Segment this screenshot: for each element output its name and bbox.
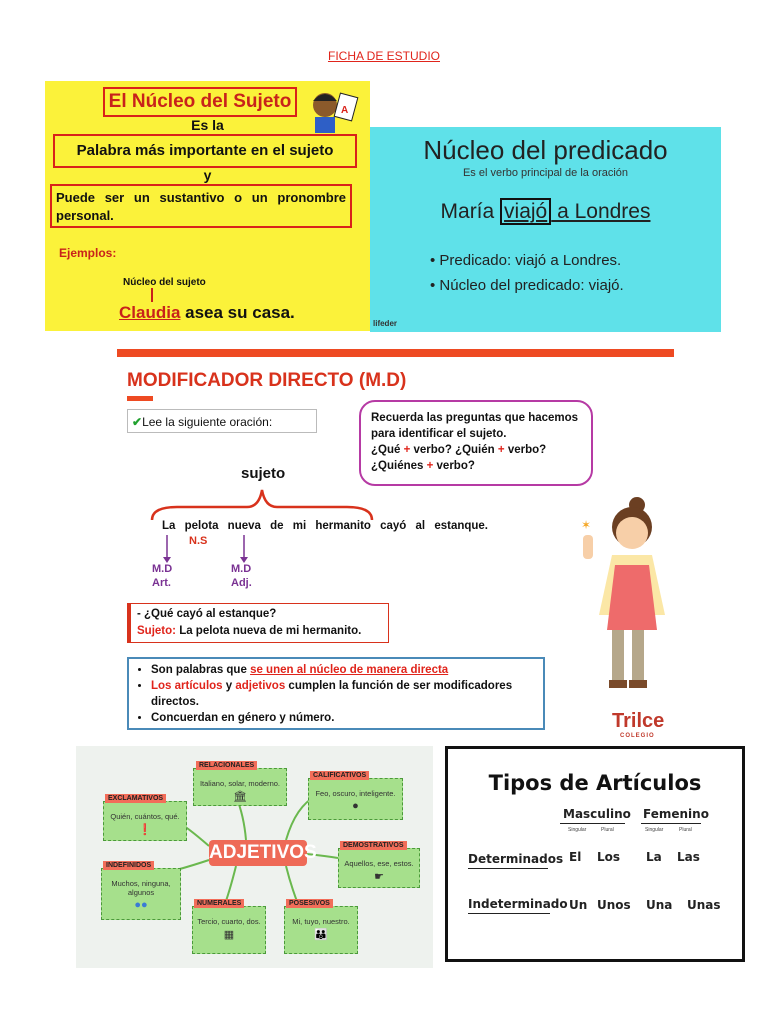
card-posesivos xyxy=(284,906,358,954)
divider xyxy=(641,823,701,824)
center-node: ADJETIVOS xyxy=(209,840,307,866)
example-sentence xyxy=(119,303,295,323)
check-icon: ✔ xyxy=(132,415,143,429)
card-numerales xyxy=(192,906,266,954)
card-text: Tercio, cuarto, dos. xyxy=(197,917,261,926)
cell: Un xyxy=(569,898,588,912)
answer-text: La pelota nueva de mi hermanito. xyxy=(179,625,362,637)
verbo: verbo? xyxy=(413,444,452,456)
tag-calificativos: CALIFICATIVOS xyxy=(310,771,369,780)
pointing-hand-icon: ☛ xyxy=(374,871,384,883)
people-icon: 👪 xyxy=(314,929,328,941)
md-adjective xyxy=(231,562,252,590)
point-text: y xyxy=(222,680,236,692)
examples-label: Ejemplos: xyxy=(59,246,117,260)
svg-text:✶: ✶ xyxy=(581,518,592,532)
question-text: ¿Qué cayó al estanque? xyxy=(144,608,277,620)
subject-brace xyxy=(147,485,377,525)
sentence-end: a Londres xyxy=(551,200,651,223)
md-article xyxy=(152,562,172,590)
sub-plural: Plural xyxy=(679,827,692,833)
cell: El xyxy=(569,850,582,864)
divider xyxy=(468,868,548,869)
sentence-verb: viajó xyxy=(500,198,551,225)
card-text: Italiano, solar, moderno. xyxy=(199,779,281,788)
cell: La xyxy=(646,850,662,864)
tag-exclamativos: EXCLAMATIVOS xyxy=(105,794,166,803)
panel-subtitle: Es el verbo principal de la oración xyxy=(462,167,629,179)
modificador-directo-panel xyxy=(117,345,674,745)
exclamation-icon: ❗ xyxy=(138,824,152,836)
card-text: Muchos, ninguna, algunos xyxy=(111,879,171,897)
list-item xyxy=(151,678,535,710)
balls-icon: ●● xyxy=(134,899,148,911)
title-underline xyxy=(127,396,153,401)
cell: Los xyxy=(597,850,621,864)
card-demostrativos xyxy=(338,848,420,888)
bulb-icon: ● xyxy=(352,800,359,812)
card-exclamativos xyxy=(103,801,187,841)
bullet-predicado: • Predicado: viajó a Londres. xyxy=(430,252,622,269)
cell: Unos xyxy=(597,898,631,912)
trilce-logo-sub: COLEGIO xyxy=(620,733,655,739)
card-text: Feo, oscuro, inteligente. xyxy=(315,789,396,798)
q-quienes: ¿Quiénes xyxy=(371,460,424,472)
sentence-start: María xyxy=(440,200,501,223)
ns-label: N.S xyxy=(189,535,208,547)
bullet-nucleo: • Núcleo del predicado: viajó. xyxy=(430,277,624,294)
divider xyxy=(560,823,625,824)
plus-sign: + xyxy=(403,444,411,456)
tag-demostrativos: DEMOSTRATIVOS xyxy=(340,841,407,850)
lifeder-logo: lifeder xyxy=(373,319,398,328)
svg-text:A: A xyxy=(341,105,349,116)
md-label: M.D xyxy=(152,563,173,575)
cell: Las xyxy=(677,850,700,864)
row-indeterminado-label: Indeterminado xyxy=(468,897,568,911)
trilce-logo: Trilce xyxy=(612,710,665,732)
card-relacionales xyxy=(193,768,287,806)
cell: Una xyxy=(646,898,673,912)
card-text: Aquellos, ese, estos. xyxy=(344,859,414,868)
sub-singular: Singular xyxy=(645,827,664,833)
connector-y: y xyxy=(203,167,212,183)
nucleus-pointer xyxy=(147,288,157,303)
blocks-icon: ▦ xyxy=(223,929,235,941)
bubble-questions xyxy=(371,442,581,458)
tag-relacionales: RELACIONALES xyxy=(196,761,257,770)
md-type: Adj. xyxy=(231,577,252,589)
point-highlight: Los artículos xyxy=(151,680,223,692)
panel-title: El Núcleo del Sujeto xyxy=(103,87,297,117)
tipos-articulos-panel xyxy=(445,746,745,962)
tag-posesivos: POSESIVOS xyxy=(286,899,333,908)
md-label: M.D xyxy=(231,563,252,575)
adjetivos-mindmap xyxy=(76,746,433,968)
key-points-list xyxy=(127,657,545,730)
description-box: Puede ser un sustantivo o un pronombre personal. xyxy=(50,184,352,228)
bubble-line: Recuerda las preguntas que hacemos xyxy=(371,412,579,424)
card-text: Quién, cuántos, qué. xyxy=(110,812,180,821)
card-indefinidos xyxy=(101,868,181,920)
panel-title: MODIFICADOR DIRECTO (M.D) xyxy=(127,370,407,391)
header-bar xyxy=(117,349,674,357)
instruction-text: Lee la siguiente oración: xyxy=(142,415,273,429)
q-quien: ¿Quién xyxy=(455,444,495,456)
plus-sign: + xyxy=(426,460,434,472)
md-type: Art. xyxy=(152,577,171,589)
sub-singular: Singular xyxy=(568,827,587,833)
bubble-line: para identificar el sujeto. xyxy=(371,428,507,440)
plus-sign: + xyxy=(497,444,505,456)
flag-icon: 🏛 xyxy=(233,791,247,803)
md-arrows xyxy=(152,535,272,563)
divider xyxy=(468,913,550,914)
header-masculino: Masculino xyxy=(563,807,631,821)
list-item: • Concuerdan en género y número. xyxy=(151,710,535,726)
verbo: verbo? xyxy=(507,444,547,456)
point-highlight: se unen al núcleo de manera directa xyxy=(250,664,449,676)
verbo: verbo? xyxy=(436,460,475,472)
answer-label: Sujeto: xyxy=(137,625,176,637)
example-rest: asea su casa. xyxy=(180,303,295,322)
bubble-questions xyxy=(371,458,581,474)
tag-numerales: NUMERALES xyxy=(194,899,244,908)
definition-box: Palabra más importante en el sujeto xyxy=(53,134,357,168)
row-determinados-label: Determinados xyxy=(468,852,564,866)
q-que: ¿Qué xyxy=(371,444,401,456)
connector-es-la: Es la xyxy=(191,117,224,133)
example-sentence: La pelota nueva de mi hermanito cayó al estanque. xyxy=(162,520,488,532)
instruction-box xyxy=(127,409,317,433)
example-sentence xyxy=(370,200,721,224)
tag-indefinidos: INDEFINIDOS xyxy=(103,861,154,870)
panel-title: Núcleo del predicado xyxy=(423,135,668,165)
panel-title: Tipos de Artículos xyxy=(488,771,702,795)
nucleus-label: Núcleo del sujeto xyxy=(123,277,206,288)
cell: Unas xyxy=(687,898,721,912)
header-femenino: Femenino xyxy=(643,807,709,821)
list-item xyxy=(151,662,535,678)
point-text: cumplen la función de ser modificadores directos. xyxy=(151,680,513,708)
example-subject: Claudia xyxy=(119,303,181,322)
point-text: Son palabras que xyxy=(151,664,251,676)
question-box: - ¿Qué cayó al estanque? Sujeto: La pelota nueva de mi hermanito. xyxy=(127,603,389,643)
card-calificativos xyxy=(308,778,403,820)
nucleo-predicado-panel xyxy=(370,127,721,332)
sub-plural: Plural xyxy=(601,827,614,833)
speech-bubble xyxy=(359,400,593,486)
point-highlight: adjetivos xyxy=(235,680,286,692)
card-text: Mi, tuyo, nuestro. xyxy=(292,917,350,926)
subject-label: sujeto xyxy=(241,465,286,482)
nucleo-sujeto-panel xyxy=(45,81,370,331)
document-title: FICHA DE ESTUDIO xyxy=(327,49,440,63)
teacher-illustration xyxy=(577,495,677,700)
